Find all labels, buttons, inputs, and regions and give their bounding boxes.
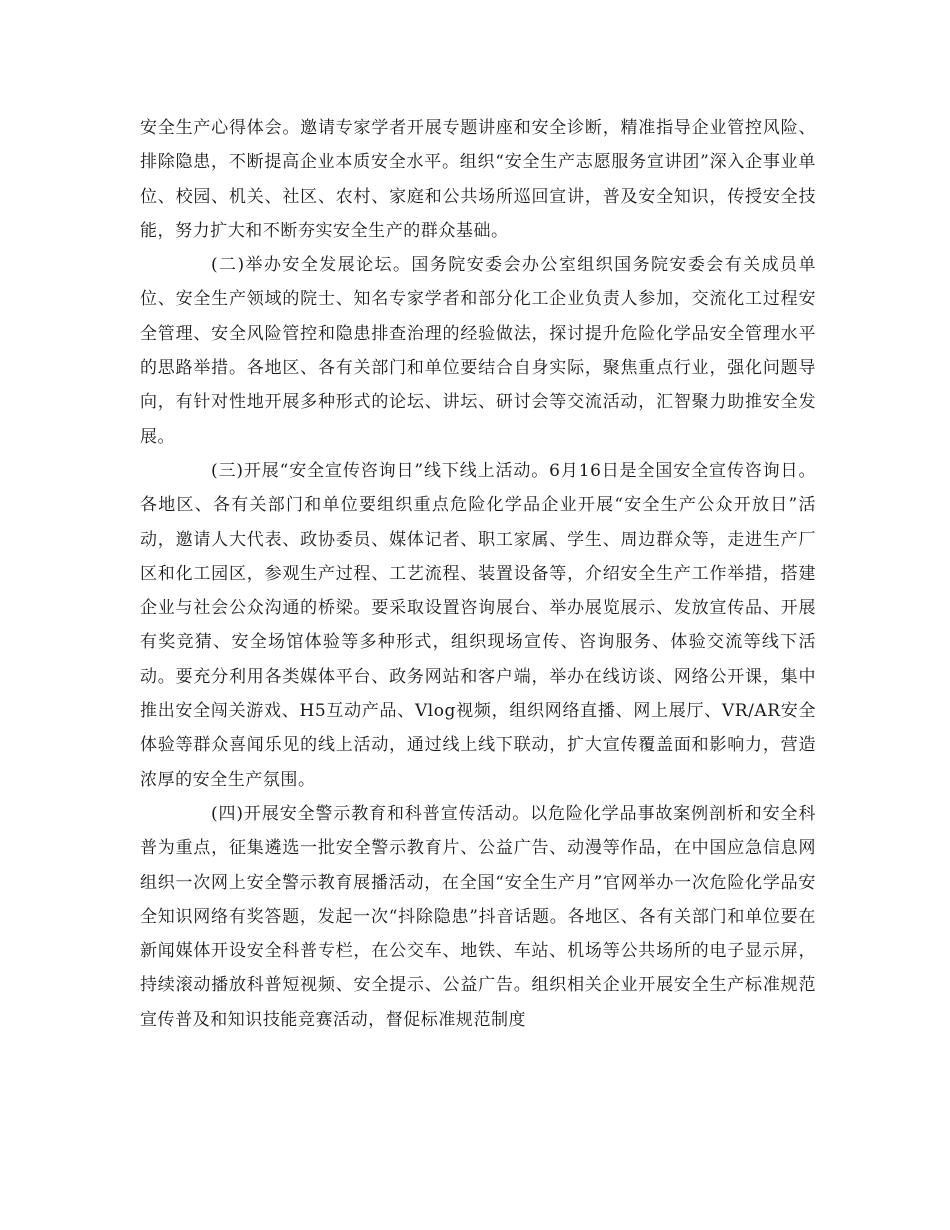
- document-body: [140, 111, 816, 1037]
- paragraph-3: (三)开展“安全宣传咨询日”线下线上活动。6月16日是全国安全宣传咨询日。各地区、各有关部门和单位要组织重点危险化学品企业开展“安全生产公众开放日”活动，邀请人大代表、政协委员、媒体记者、职工家属、学生、周边群众等，走进生产厂区和化工园区，参观生产过程、工艺流程、装置设备等，介绍安全生产工作举措，搭建企业与社会公众沟通的桥梁。要采取设置咨询展台、举办展览展示、发放宣传品、开展有奖竞猜、安全场馆体验等多种形式，组织现场宣传、咨询服务、体验交流等线下活动。要充分利用各类媒体平台、政务网站和客户端，举办在线访谈、网络公开课，集中推出安全闯关游戏、H5互动产品、Vlog视频，组织网络直播、网上展厅、VR/AR安全体验等群众喜闻乐见的线上活动，通过线上线下联动，扩大宣传覆盖面和影响力，营造浓厚的安全生产氛围。: [140, 460, 816, 790]
- paragraph-2: (二)举办安全发展论坛。国务院安委会办公室组织国务院安委会有关成员单位、安全生产领域的院士、知名专家学者和部分化工企业负责人参加，交流化工过程安全管理、安全风险管控和隐患排查治理的经验做法，探讨提升危险化学品安全管理水平的思路举措。各地区、各有关部门和单位要结合自身实际，聚焦重点行业，强化问题导向，有针对性地开展多种形式的论坛、讲坛、研讨会等交流活动，汇智聚力助推安全发展。: [140, 255, 816, 447]
- paragraph-1: 安全生产心得体会。邀请专家学者开展专题讲座和安全诊断，精准指导企业管控风险、排除隐患，不断提高企业本质安全水平。组织“安全生产志愿服务宣讲团”深入企事业单位、校园、机关、社区、农村、家庭和公共场所巡回宣讲，普及安全知识，传授安全技能，努力扩大和不断夯实安全生产的群众基础。: [140, 118, 816, 241]
- paragraph-4: (四)开展安全警示教育和科普宣传活动。以危险化学品事故案例剖析和安全科普为重点，征集遴选一批安全警示教育片、公益广告、动漫等作品，在中国应急信息网组织一次网上安全警示教育展播活动，在全国“安全生产月”官网举办一次危险化学品安全知识网络有奖答题，发起一次“抖除隐患”抖音话题。各地区、各有关部门和单位要在新闻媒体开设安全科普专栏，在公交车、地铁、车站、机场等公共场所的电子显示屏，持续滚动播放科普短视频、安全提示、公益广告。组织相关企业开展安全生产标准规范宣传普及和知识技能竞赛活动，督促标准规范制度: [140, 803, 816, 1030]
